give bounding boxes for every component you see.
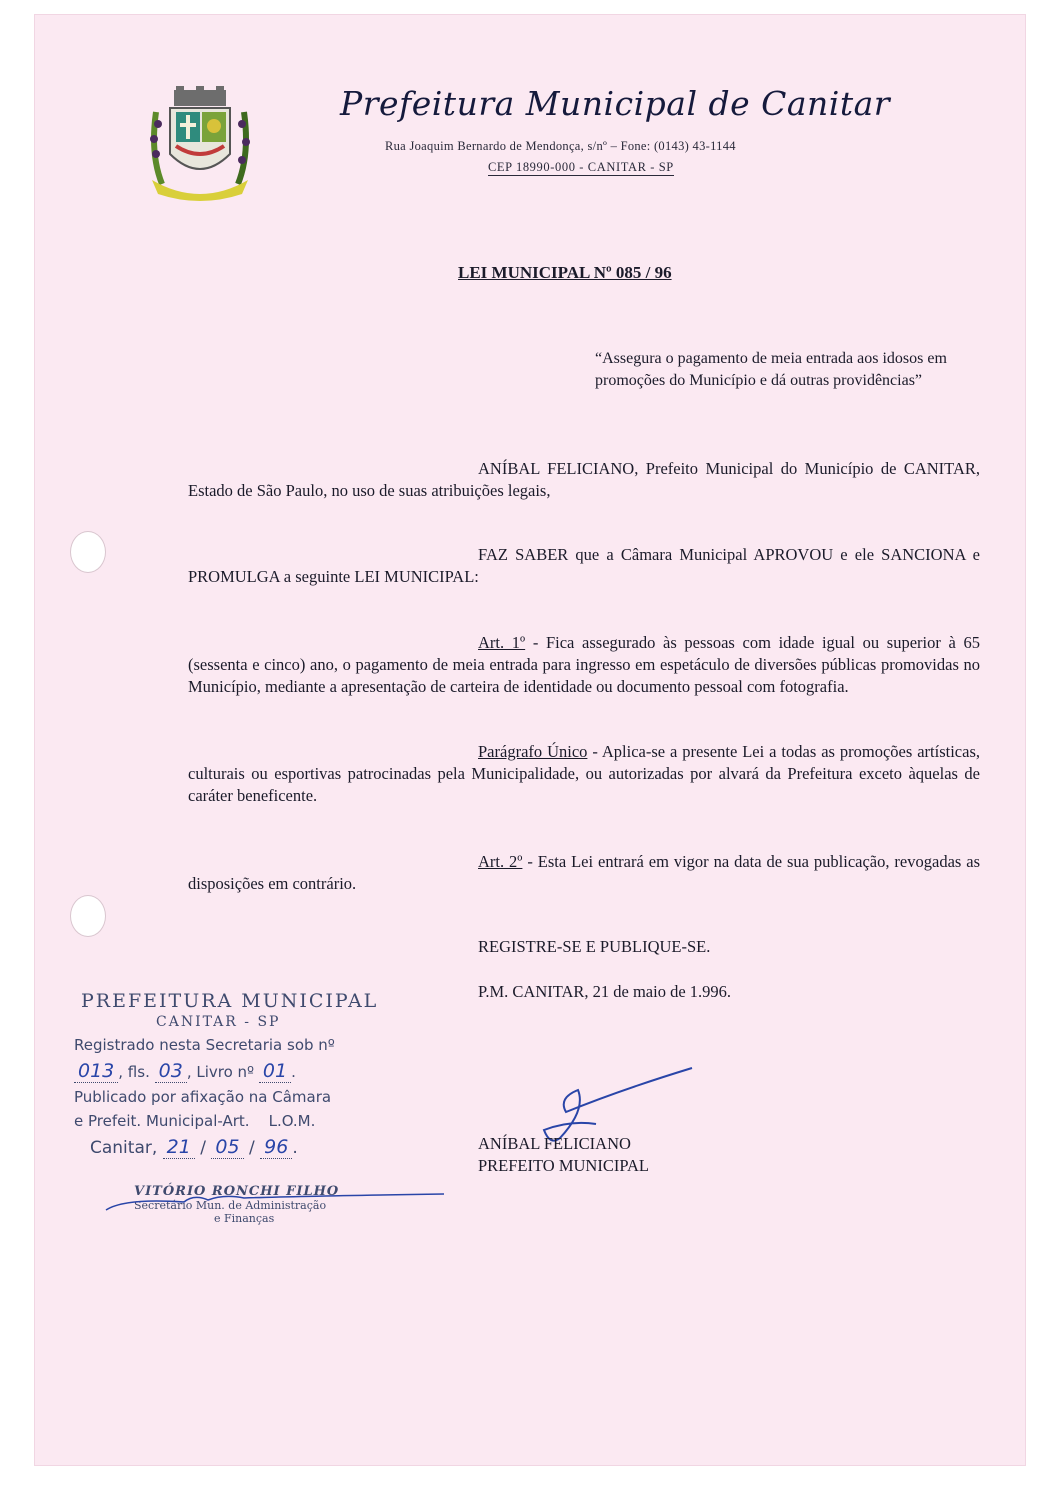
mayor-name: ANÍBAL FELICIANO <box>478 1134 631 1153</box>
preamble-text: ANÍBAL FELICIANO, Prefeito Municipal do Município de CANITAR, Estado de São Paulo, no uso de suas atribuições legais, <box>188 459 980 500</box>
coat-of-arms-logo <box>142 84 258 202</box>
stamp-date-month: 05 <box>211 1136 243 1159</box>
stamp-header: PREFEITURA MUNICIPAL <box>81 990 379 1012</box>
stamp-reg-number: 013 <box>74 1060 118 1083</box>
stamp-line-published: Publicado por afixação na Câmara <box>74 1088 332 1106</box>
article-1 <box>188 632 980 698</box>
stamp-line-numbers: 013 , fls. 03 , Livro nº 01 . <box>74 1060 404 1082</box>
law-ementa: “Assegura o pagamento de meia entrada aos idosos em promoções do Município e dá outras providências” <box>595 350 947 389</box>
stamp-livro-number: 01 <box>259 1060 291 1083</box>
place-date: P.M. CANITAR, 21 de maio de 1.996. <box>478 982 732 1001</box>
registre-publique: REGISTRE-SE E PUBLIQUE-SE. <box>478 937 711 956</box>
document-page <box>34 14 1026 1466</box>
stamp-date-day: 21 <box>163 1136 195 1159</box>
binder-hole-top <box>70 531 106 573</box>
letterhead-address: Rua Joaquim Bernardo de Mendonça, s/nº – Fone: (0143) 43-1144 <box>385 139 736 153</box>
stamp-fls-number: 03 <box>155 1060 187 1083</box>
article-2 <box>188 851 980 895</box>
stamp-date-label: Canitar, <box>90 1138 158 1158</box>
article-1-label: Art. 1º <box>478 633 526 652</box>
stamp-fls-label: , fls. <box>118 1063 150 1081</box>
preamble-paragraph <box>188 458 980 502</box>
stamp-signer-role: Secretário Mun. de Administração <box>134 1199 327 1212</box>
stamp-signer-name: VITÓRIO RONCHI FILHO <box>134 1184 340 1199</box>
article-1-text: - Fica assegurado às pessoas com idade igual ou superior à 65 (sessenta e cinco) ano, o pagamento de meia entrada para ingresso em espetáculo de diversões públicas promovidas no Município, mediante a apresentação de carteira de identidade ou documento pessoal com fotografia. <box>188 633 980 696</box>
binder-hole-bottom <box>70 895 106 937</box>
letterhead-cep: CEP 18990-000 - CANITAR - SP <box>488 160 674 174</box>
stamp-line-article: e Prefeit. Municipal-Art. L.O.M. <box>74 1112 316 1130</box>
stamp-livro-label: , Livro nº <box>186 1063 255 1081</box>
stamp-line-date: Canitar, 21 / 05 / 96 . <box>90 1136 298 1158</box>
law-title: LEI MUNICIPAL Nº 085 / 96 <box>458 263 672 282</box>
stamp-signer-role-2: e Finanças <box>214 1212 275 1225</box>
article-2-label: Art. 2º <box>478 852 523 871</box>
letterhead-title: Prefeitura Municipal de Canitar <box>340 84 891 123</box>
paragrafo-unico-label: Parágrafo Único <box>478 742 588 761</box>
stamp-line-registered: Registrado nesta Secretaria sob nº <box>74 1036 335 1054</box>
stamp-date-year: 96 <box>260 1136 292 1159</box>
paragrafo-unico <box>188 741 980 807</box>
registration-stamp <box>74 990 404 1225</box>
stamp-subheader: CANITAR - SP <box>156 1014 281 1030</box>
secretary-signature <box>104 1192 444 1222</box>
faz-saber-paragraph <box>188 544 980 588</box>
article-2-text: - Esta Lei entrará em vigor na data de sua publicação, revogadas as disposições em contrário. <box>188 852 980 893</box>
mayor-title: PREFEITO MUNICIPAL <box>478 1156 649 1175</box>
faz-saber-text: FAZ SABER que a Câmara Municipal APROVOU e ele SANCIONA e PROMULGA a seguinte LEI MUNICIPAL: <box>188 545 980 586</box>
paragrafo-unico-text: - Aplica-se a presente Lei a todas as promoções artísticas, culturais ou esportivas patrocinadas pela Municipalidade, ou autorizadas por alvará da Prefeitura exceto àquelas de caráter beneficente. <box>188 742 980 805</box>
